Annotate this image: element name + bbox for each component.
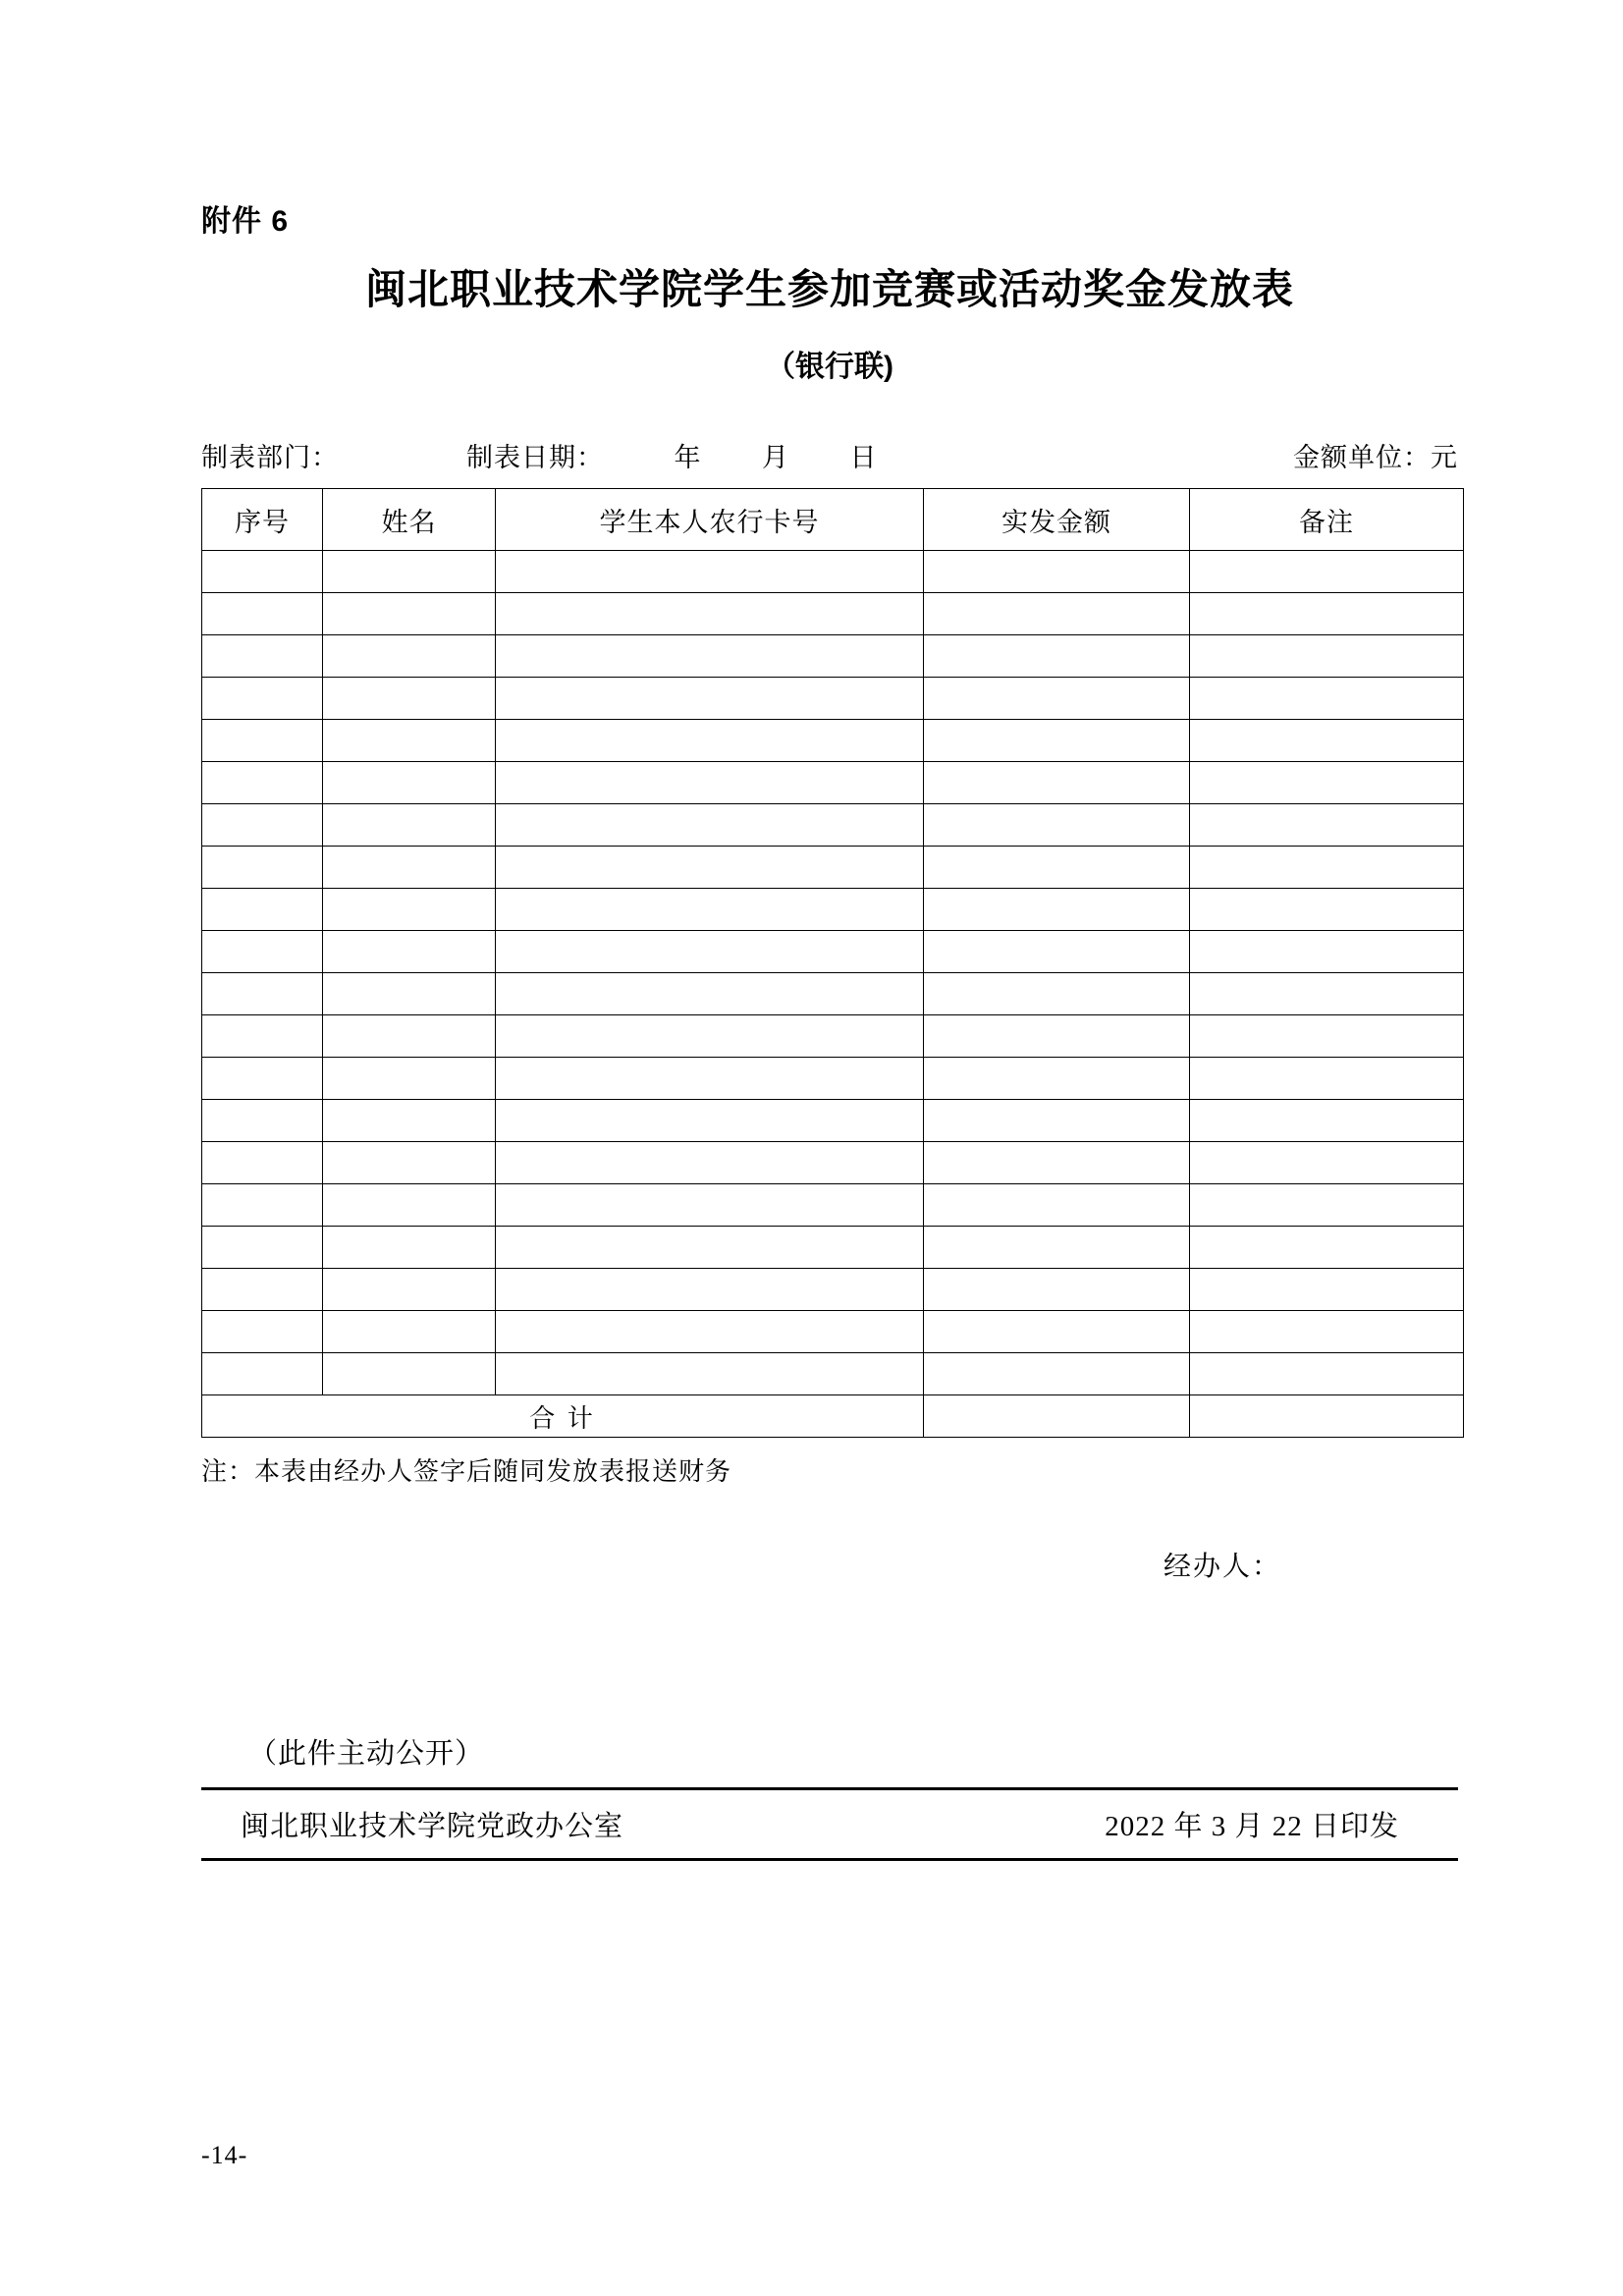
year-label: 年	[674, 443, 702, 472]
cell-remark[interactable]	[1190, 847, 1464, 889]
page-title: 闽北职业技术学院学生参加竞赛或活动奖金发放表	[364, 266, 1294, 312]
cell-card-number[interactable]	[496, 973, 924, 1015]
table-row	[202, 1100, 1464, 1142]
total-remark-cell[interactable]	[1190, 1395, 1464, 1438]
cell-index[interactable]	[202, 1100, 323, 1142]
handler-signature-label: 经办人：	[1163, 1552, 1281, 1582]
cell-index[interactable]	[202, 973, 323, 1015]
cell-index[interactable]	[202, 1269, 323, 1311]
cell-remark[interactable]	[1190, 889, 1464, 931]
cell-index[interactable]	[202, 1353, 323, 1395]
table-row	[202, 762, 1464, 804]
cell-amount[interactable]	[924, 1142, 1190, 1184]
cell-remark[interactable]	[1190, 551, 1464, 593]
cell-card-number[interactable]	[496, 1058, 924, 1100]
cell-card-number[interactable]	[496, 1311, 924, 1353]
footer-row	[201, 1790, 1458, 1858]
cell-name[interactable]	[323, 1058, 496, 1100]
cell-amount[interactable]	[924, 931, 1190, 973]
cell-remark[interactable]	[1190, 1058, 1464, 1100]
cell-amount[interactable]	[924, 720, 1190, 762]
form-meta-row	[201, 436, 1458, 474]
table-body	[202, 551, 1464, 1395]
cell-amount[interactable]	[924, 1100, 1190, 1142]
cell-amount[interactable]	[924, 847, 1190, 889]
table-row	[202, 551, 1464, 593]
cell-amount[interactable]	[924, 973, 1190, 1015]
cell-name[interactable]	[323, 1142, 496, 1184]
table-row	[202, 1058, 1464, 1100]
cell-amount[interactable]	[924, 1058, 1190, 1100]
cell-card-number[interactable]	[496, 1100, 924, 1142]
cell-card-number[interactable]	[496, 593, 924, 635]
cell-amount[interactable]	[924, 1353, 1190, 1395]
table-row	[202, 1142, 1464, 1184]
cell-remark[interactable]	[1190, 1142, 1464, 1184]
table-row	[202, 593, 1464, 635]
cell-index[interactable]	[202, 889, 323, 931]
cell-amount[interactable]	[924, 1311, 1190, 1353]
table-row	[202, 1353, 1464, 1395]
cell-amount[interactable]	[924, 1015, 1190, 1058]
cell-card-number[interactable]	[496, 1184, 924, 1227]
attachment-label: 附件 6	[201, 205, 290, 238]
day-label: 日	[849, 443, 878, 472]
cell-amount[interactable]	[924, 1227, 1190, 1269]
cell-amount[interactable]	[924, 678, 1190, 720]
document-content	[201, 196, 1458, 1861]
cell-amount[interactable]	[924, 1269, 1190, 1311]
cell-card-number[interactable]	[496, 762, 924, 804]
cell-card-number[interactable]	[496, 847, 924, 889]
cell-name[interactable]	[323, 1184, 496, 1227]
column-header-index: 序号	[202, 489, 323, 551]
cell-remark[interactable]	[1190, 635, 1464, 678]
cell-name[interactable]	[323, 804, 496, 847]
cell-name[interactable]	[323, 1100, 496, 1142]
cell-card-number[interactable]	[496, 1353, 924, 1395]
cell-card-number[interactable]	[496, 1142, 924, 1184]
table-row	[202, 1269, 1464, 1311]
column-header-remark: 备注	[1190, 489, 1464, 551]
date-label: 制表日期：	[466, 443, 604, 472]
cell-name[interactable]	[323, 889, 496, 931]
cell-remark[interactable]	[1190, 931, 1464, 973]
cell-index[interactable]	[202, 1184, 323, 1227]
table-row	[202, 889, 1464, 931]
cell-card-number[interactable]	[496, 720, 924, 762]
cell-name[interactable]	[323, 1227, 496, 1269]
table-total-row	[202, 1395, 1464, 1438]
table-row	[202, 1015, 1464, 1058]
cell-card-number[interactable]	[496, 1227, 924, 1269]
cell-amount[interactable]	[924, 551, 1190, 593]
cell-remark[interactable]	[1190, 973, 1464, 1015]
column-header-card-number: 学生本人农行卡号	[496, 489, 924, 551]
cell-remark[interactable]	[1190, 1311, 1464, 1353]
award-distribution-table	[201, 488, 1464, 1438]
department-label: 制表部门：	[201, 443, 339, 472]
cell-index[interactable]	[202, 762, 323, 804]
cell-card-number[interactable]	[496, 889, 924, 931]
table-row	[202, 1311, 1464, 1353]
cell-index[interactable]	[202, 931, 323, 973]
cell-index[interactable]	[202, 847, 323, 889]
cell-remark[interactable]	[1190, 804, 1464, 847]
cell-card-number[interactable]	[496, 1015, 924, 1058]
cell-index[interactable]	[202, 804, 323, 847]
cell-remark[interactable]	[1190, 1184, 1464, 1227]
cell-remark[interactable]	[1190, 762, 1464, 804]
cell-name[interactable]	[323, 847, 496, 889]
cell-index[interactable]	[202, 635, 323, 678]
cell-name[interactable]	[323, 593, 496, 635]
cell-amount[interactable]	[924, 804, 1190, 847]
footer-issue-date: 2022 年 3 月 22 日印发	[1105, 1811, 1399, 1842]
cell-remark[interactable]	[1190, 1015, 1464, 1058]
cell-index[interactable]	[202, 1311, 323, 1353]
column-header-amount: 实发金额	[924, 489, 1190, 551]
cell-remark[interactable]	[1190, 720, 1464, 762]
table-row	[202, 847, 1464, 889]
cell-index[interactable]	[202, 720, 323, 762]
table-row	[202, 804, 1464, 847]
table-row	[202, 931, 1464, 973]
column-header-name: 姓名	[323, 489, 496, 551]
page-number: -14-	[201, 2141, 248, 2169]
cell-remark[interactable]	[1190, 1269, 1464, 1311]
cell-remark[interactable]	[1190, 1100, 1464, 1142]
cell-index[interactable]	[202, 593, 323, 635]
public-disclosure-note: （此件主动公开）	[248, 1738, 485, 1770]
cell-amount[interactable]	[924, 593, 1190, 635]
cell-amount[interactable]	[924, 635, 1190, 678]
cell-name[interactable]	[323, 635, 496, 678]
cell-name[interactable]	[323, 720, 496, 762]
cell-amount[interactable]	[924, 762, 1190, 804]
table-row	[202, 678, 1464, 720]
total-label-cell: 合 计	[202, 1395, 924, 1438]
cell-remark[interactable]	[1190, 1227, 1464, 1269]
cell-remark[interactable]	[1190, 678, 1464, 720]
cell-amount[interactable]	[924, 1184, 1190, 1227]
cell-name[interactable]	[323, 1353, 496, 1395]
cell-card-number[interactable]	[496, 804, 924, 847]
table-header-row	[202, 489, 1464, 551]
cell-card-number[interactable]	[496, 551, 924, 593]
cell-index[interactable]	[202, 1015, 323, 1058]
table-row	[202, 973, 1464, 1015]
table-row	[202, 1184, 1464, 1227]
date-fields	[466, 436, 1293, 474]
cell-name[interactable]	[323, 762, 496, 804]
cell-card-number[interactable]	[496, 635, 924, 678]
cell-card-number[interactable]	[496, 931, 924, 973]
table-row	[202, 635, 1464, 678]
cell-name[interactable]	[323, 551, 496, 593]
cell-amount[interactable]	[924, 889, 1190, 931]
amount-unit-label: 金额单位：元	[1293, 443, 1458, 472]
cell-index[interactable]	[202, 1058, 323, 1100]
cell-name[interactable]	[323, 1311, 496, 1353]
cell-card-number[interactable]	[496, 1269, 924, 1311]
cell-index[interactable]	[202, 678, 323, 720]
cell-name[interactable]	[323, 678, 496, 720]
footer-issuer: 闽北职业技术学院党政办公室	[241, 1811, 624, 1842]
form-note: 注：本表由经办人签字后随同发放表报送财务	[201, 1457, 732, 1486]
cell-index[interactable]	[202, 1227, 323, 1269]
cell-name[interactable]	[323, 1015, 496, 1058]
month-label: 月	[762, 443, 789, 472]
cell-name[interactable]	[323, 931, 496, 973]
table-row	[202, 1227, 1464, 1269]
page-subtitle: （银行联)	[766, 351, 893, 383]
cell-name[interactable]	[323, 973, 496, 1015]
cell-remark[interactable]	[1190, 593, 1464, 635]
cell-card-number[interactable]	[496, 678, 924, 720]
cell-name[interactable]	[323, 1269, 496, 1311]
table-row	[202, 720, 1464, 762]
cell-index[interactable]	[202, 1142, 323, 1184]
total-amount-cell[interactable]	[924, 1395, 1190, 1438]
footer-divider-bottom	[201, 1858, 1458, 1861]
cell-remark[interactable]	[1190, 1353, 1464, 1395]
cell-index[interactable]	[202, 551, 323, 593]
